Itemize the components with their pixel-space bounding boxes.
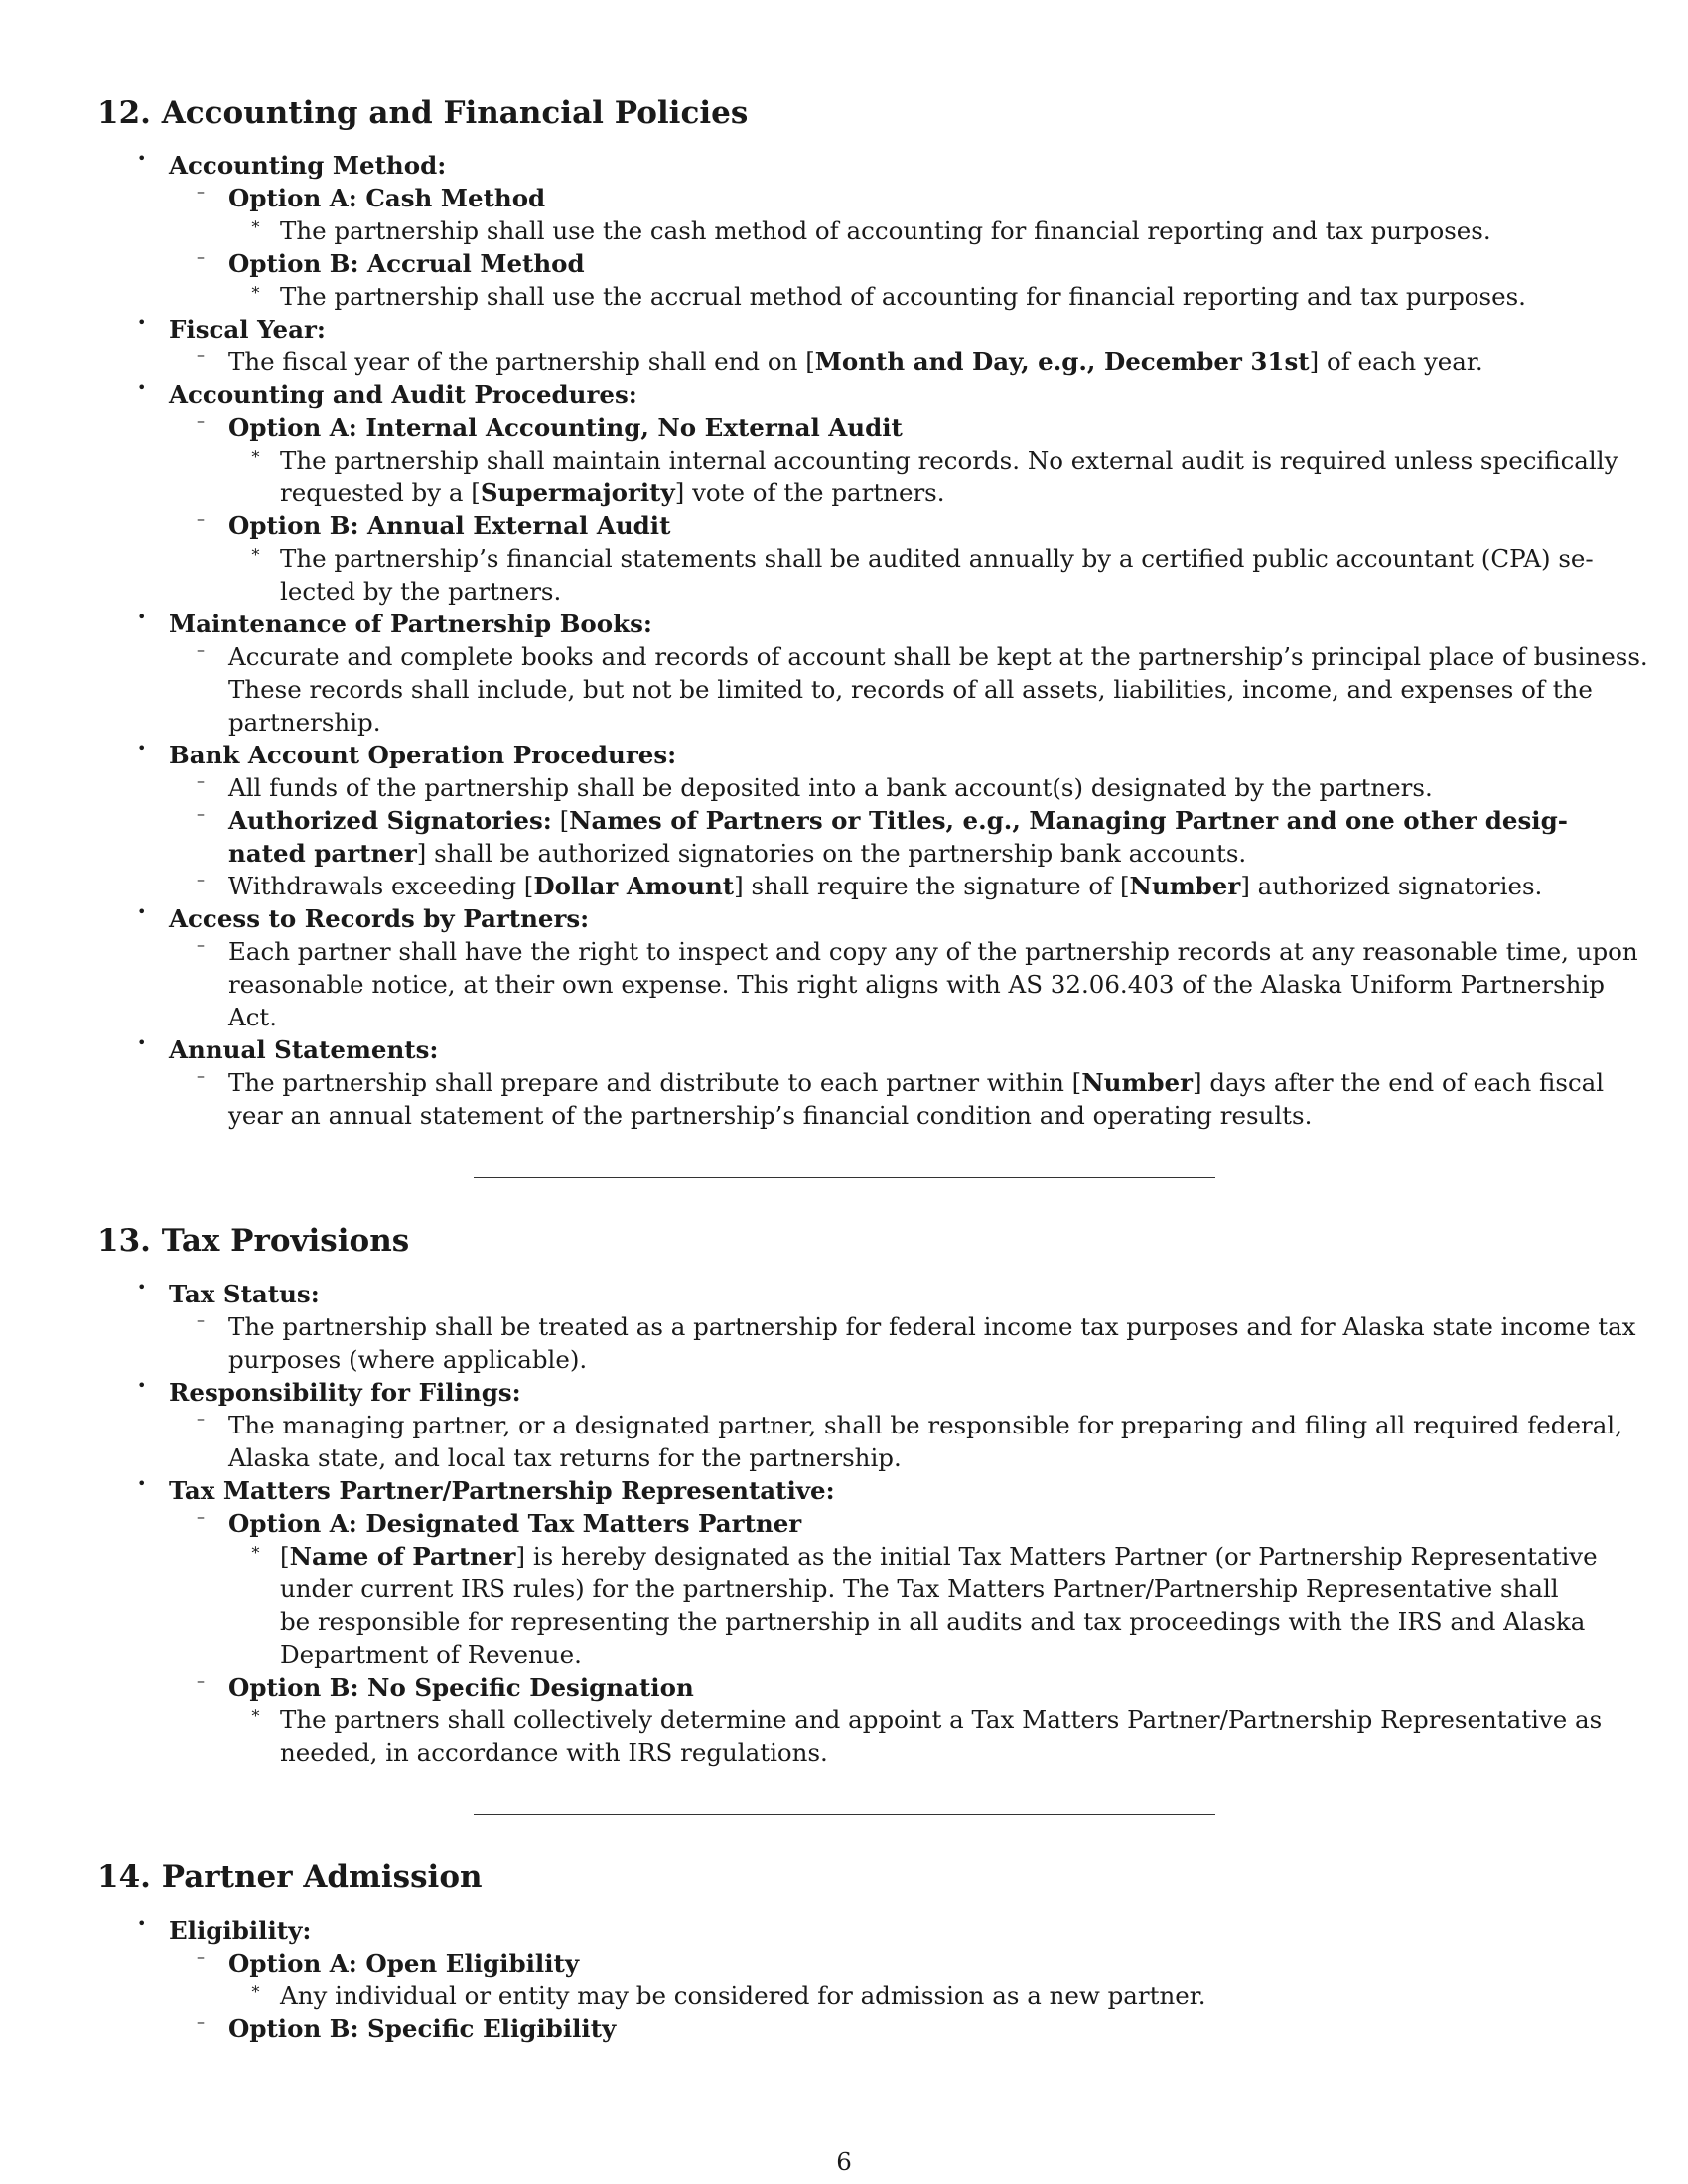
bullet-marker: • bbox=[137, 1376, 147, 1395]
section-12-heading: 12. Accounting and Financial Policies bbox=[97, 95, 749, 131]
books-label: Maintenance of Partnership Books: bbox=[169, 610, 652, 638]
dash-marker: – bbox=[197, 1947, 205, 1966]
bank-deposit-text: All funds of the partnership shall be deposited into a bank account(s) designated by the partners. bbox=[228, 773, 1433, 802]
external-audit-text-1: The partnership’s financial statements shall be audited annually by a certified public accountant (CPA) se- bbox=[280, 544, 1594, 573]
dash-marker: – bbox=[197, 509, 205, 528]
dash-marker: – bbox=[197, 1409, 205, 1428]
cash-method-option: Option A: Cash Method bbox=[228, 184, 546, 212]
access-records-text-2: reasonable notice, at their own expense. This right aligns with AS 32.06.403 of the Alaska Uniform Partnership bbox=[228, 970, 1605, 999]
dash-marker: – bbox=[197, 1066, 205, 1085]
authorized-signatories-text-2: nated partner] shall be authorized signatories on the partnership bank accounts. bbox=[228, 839, 1247, 868]
filings-text-1: The managing partner, or a designated partner, shall be responsible for preparing and filing all required federal, bbox=[228, 1411, 1622, 1439]
bank-account-label: Bank Account Operation Procedures: bbox=[169, 741, 677, 769]
designated-tmp-text-1: [Name of Partner] is hereby designated as the initial Tax Matters Partner (or Partnership Representative bbox=[280, 1542, 1598, 1570]
designated-tmp-text-4: Department of Revenue. bbox=[280, 1640, 582, 1669]
star-marker: ∗ bbox=[250, 1540, 261, 1559]
specific-eligibility-option: Option B: Specific Eligibility bbox=[228, 2014, 617, 2043]
dash-marker: – bbox=[197, 1671, 205, 1690]
designated-tmp-text-3: be responsible for representing the partnership in all audits and tax proceedings with the IRS and Alaska bbox=[280, 1607, 1586, 1636]
books-text-1: Accurate and complete books and records of account shall be kept at the partnership’s principal place of business. bbox=[228, 642, 1648, 671]
page-number: 6 bbox=[836, 2147, 852, 2176]
bullet-marker: • bbox=[137, 739, 147, 757]
bullet-marker: • bbox=[137, 313, 147, 332]
tax-status-text-1: The partnership shall be treated as a partnership for federal income tax purposes and for Alaska state income tax bbox=[228, 1312, 1636, 1341]
cash-method-text: The partnership shall use the cash method of accounting for financial reporting and tax purposes. bbox=[280, 216, 1491, 245]
star-marker: ∗ bbox=[250, 1704, 261, 1722]
access-records-text-3: Act. bbox=[228, 1003, 278, 1031]
access-records-text-1: Each partner shall have the right to inspect and copy any of the partnership records at any reasonable time, upon bbox=[228, 937, 1638, 966]
fiscal-year-label: Fiscal Year: bbox=[169, 315, 326, 343]
internal-accounting-text-1: The partnership shall maintain internal accounting records. No external audit is required unless specifically bbox=[280, 446, 1618, 475]
dash-marker: – bbox=[197, 247, 205, 266]
star-marker: ∗ bbox=[250, 1979, 261, 1998]
withdrawals-text: Withdrawals exceeding [Dollar Amount] shall require the signature of [Number] authorized signatories. bbox=[228, 872, 1543, 900]
fiscal-year-text: The fiscal year of the partnership shall end on [Month and Day, e.g., December 31st] of each year. bbox=[228, 347, 1483, 376]
dash-marker: – bbox=[197, 411, 205, 430]
eligibility-label: Eligibility: bbox=[169, 1916, 312, 1945]
designated-tmp-text-2: under current IRS rules) for the partnership. The Tax Matters Partner/Partnership Representative shall bbox=[280, 1574, 1559, 1603]
bullet-marker: • bbox=[137, 608, 147, 626]
dash-marker: – bbox=[197, 935, 205, 954]
annual-statements-label: Annual Statements: bbox=[169, 1035, 439, 1064]
bullet-marker: • bbox=[137, 1278, 147, 1297]
bullet-marker: • bbox=[137, 1914, 147, 1933]
annual-statements-text-2: year an annual statement of the partnership’s financial condition and operating results. bbox=[228, 1101, 1313, 1130]
star-marker: ∗ bbox=[250, 280, 261, 299]
star-marker: ∗ bbox=[250, 214, 261, 233]
dash-marker: – bbox=[197, 2012, 205, 2031]
dash-marker: – bbox=[197, 771, 205, 790]
dash-marker: – bbox=[197, 182, 205, 201]
dash-marker: – bbox=[197, 640, 205, 659]
designated-tmp-option: Option A: Designated Tax Matters Partner bbox=[228, 1509, 802, 1538]
filings-text-2: Alaska state, and local tax returns for the partnership. bbox=[228, 1443, 902, 1472]
dash-marker: – bbox=[197, 870, 205, 888]
dash-marker: – bbox=[197, 804, 205, 823]
bullet-marker: • bbox=[137, 1033, 147, 1052]
internal-accounting-text-2: requested by a [Supermajority] vote of the partners. bbox=[280, 478, 945, 507]
dash-marker: – bbox=[197, 345, 205, 364]
tax-status-text-2: purposes (where applicable). bbox=[228, 1345, 588, 1374]
accrual-method-option: Option B: Accrual Method bbox=[228, 249, 585, 278]
no-designation-text-1: The partners shall collectively determine and appoint a Tax Matters Partner/Partnership Representative as bbox=[280, 1706, 1603, 1734]
internal-accounting-option: Option A: Internal Accounting, No External Audit bbox=[228, 413, 903, 442]
books-text-2: These records shall include, but not be limited to, records of all assets, liabilities, income, and expenses of the bbox=[228, 675, 1593, 704]
open-eligibility-option: Option A: Open Eligibility bbox=[228, 1949, 580, 1978]
external-audit-option: Option B: Annual External Audit bbox=[228, 511, 671, 540]
authorized-signatories-text-1: Authorized Signatories: [Names of Partners or Titles, e.g., Managing Partner and one other desig- bbox=[228, 806, 1568, 835]
section-13-heading: 13. Tax Provisions bbox=[97, 1223, 410, 1259]
section-divider bbox=[474, 1177, 1215, 1178]
external-audit-text-2: lected by the partners. bbox=[280, 577, 562, 606]
tax-status-label: Tax Status: bbox=[169, 1280, 320, 1308]
no-designation-option: Option B: No Specific Designation bbox=[228, 1673, 694, 1702]
accrual-method-text: The partnership shall use the accrual method of accounting for financial reporting and tax purposes. bbox=[280, 282, 1526, 311]
star-marker: ∗ bbox=[250, 444, 261, 463]
annual-statements-text-1: The partnership shall prepare and distribute to each partner within [Number] days after the end of each fiscal bbox=[228, 1068, 1605, 1097]
section-14-heading: 14. Partner Admission bbox=[97, 1859, 483, 1895]
bullet-marker: • bbox=[137, 149, 147, 168]
filings-label: Responsibility for Filings: bbox=[169, 1378, 521, 1407]
tax-matters-label: Tax Matters Partner/Partnership Representative: bbox=[169, 1476, 835, 1505]
section-divider bbox=[474, 1814, 1215, 1815]
accounting-method-label: Accounting Method: bbox=[169, 151, 447, 180]
no-designation-text-2: needed, in accordance with IRS regulations. bbox=[280, 1738, 828, 1767]
open-eligibility-text: Any individual or entity may be considered for admission as a new partner. bbox=[280, 1981, 1206, 2010]
bullet-marker: • bbox=[137, 1474, 147, 1493]
bullet-marker: • bbox=[137, 378, 147, 397]
bullet-marker: • bbox=[137, 902, 147, 921]
access-records-label: Access to Records by Partners: bbox=[169, 904, 590, 933]
audit-procedures-label: Accounting and Audit Procedures: bbox=[169, 380, 637, 409]
star-marker: ∗ bbox=[250, 542, 261, 561]
dash-marker: – bbox=[197, 1310, 205, 1329]
dash-marker: – bbox=[197, 1507, 205, 1526]
books-text-3: partnership. bbox=[228, 708, 381, 737]
